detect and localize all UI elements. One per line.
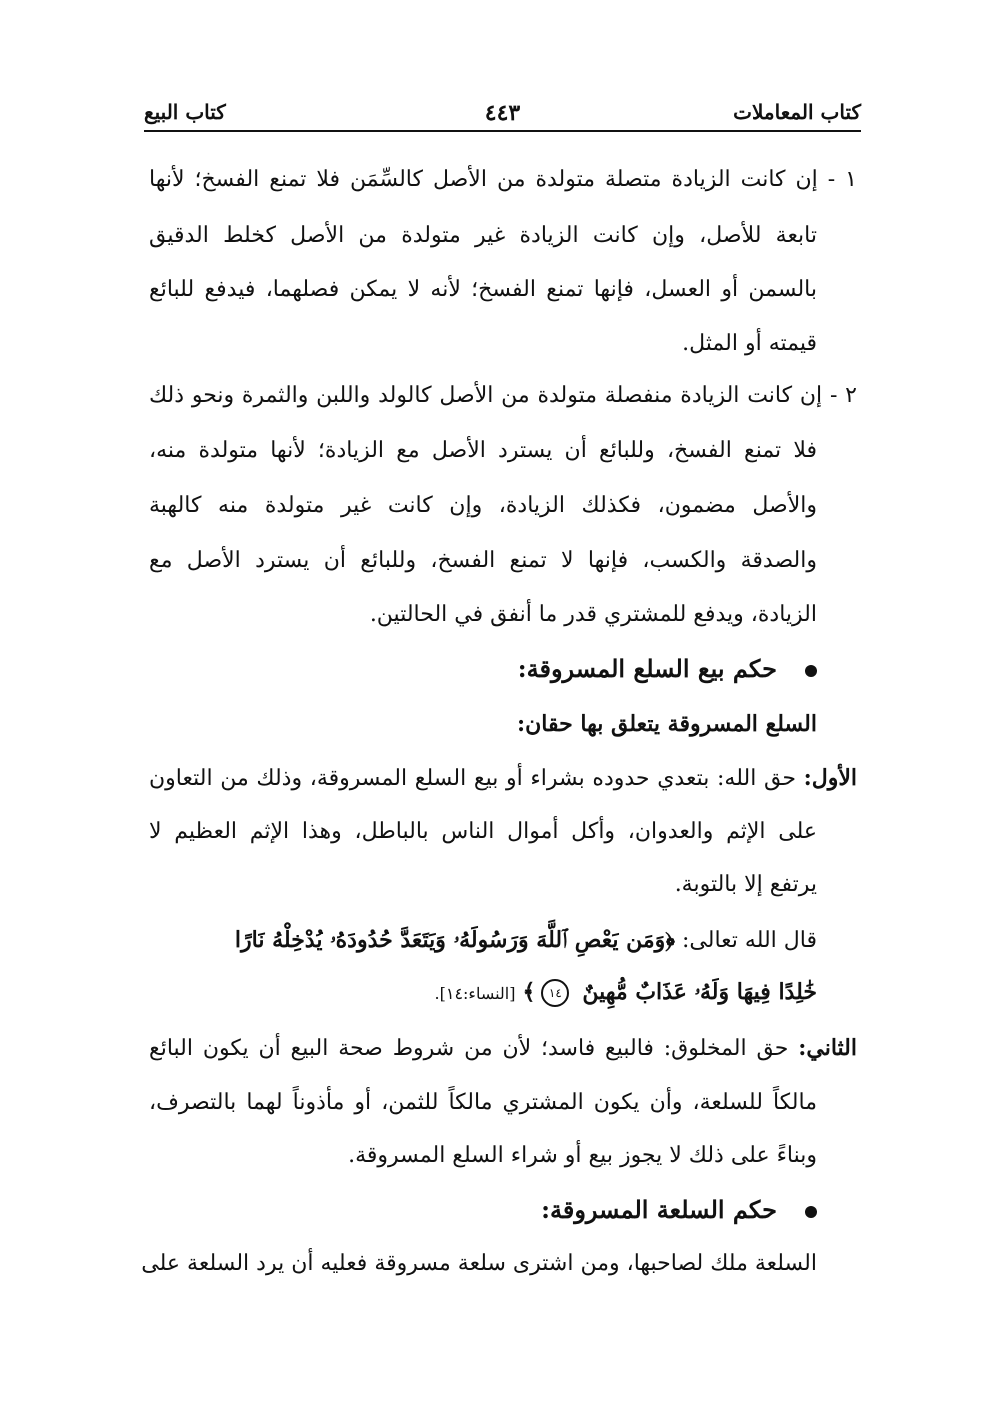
second-line: وبناءً على ذلك لا يجوز بيع أو شراء السلع المسروقة. (348, 1143, 817, 1168)
item1-line: ١ - إن كانت الزيادة متصلة متولدة من الأصل كالسِّمَن فلا تمنع الفسخ؛ لأنها (149, 167, 857, 192)
quran-quote-line-2 (435, 974, 817, 1012)
item2-line: والصدقة والكسب، فإنها لا تمنع الفسخ، وللبائع أن يسترد الأصل مع (149, 548, 817, 573)
section-heading-text: حكم السلعة المسروقة: (541, 1195, 777, 1224)
item1-line: تابعة للأصل، وإن كانت الزيادة غير متولدة من الأصل كخلط الدقيق (149, 223, 817, 248)
item2-line: والأصل مضمون، فكذلك الزيادة، وإن كانت غير متولدة منه كالهبة (149, 493, 817, 518)
item2-line: الزيادة، ويدفع للمشتري قدر ما أنفق في الحالتين. (369, 602, 817, 627)
quote-intro: قال الله تعالى: (682, 928, 817, 953)
section-heading (541, 1192, 817, 1228)
item1-line: قيمته أو المثل. (682, 331, 817, 356)
section-heading (518, 651, 817, 687)
second-right-line (149, 1030, 857, 1067)
page-number: ٤٤٣ (484, 100, 521, 126)
item2-line: ٢ - إن كانت الزيادة منفصلة متولدة من الأصل كالولد واللبن والثمرة ونحو ذلك (149, 383, 857, 408)
final-line: السلعة ملك لصاحبها، ومن اشترى سلعة مسروقة فعليه أن يرد السلعة على (141, 1251, 817, 1276)
header-rule (144, 130, 861, 132)
quran-reference: [النساء:١٤]. (434, 984, 516, 1003)
first-label: الأول: (803, 765, 857, 791)
second-line: مالكاً للسلعة، وأن يكون المشتري مالكاً للثمن، أو مأذوناً لهما بالتصرف، (149, 1090, 818, 1115)
first-text: حق الله: بتعدي حدوده بشراء أو بيع السلع المسروقة، وذلك من التعاون (149, 766, 796, 791)
second-label: الثاني: (798, 1035, 857, 1061)
subheading: السلع المسروقة يتعلق بها حقان: (517, 711, 817, 737)
item2-line: فلا تمنع الفسخ، وللبائع أن يسترد الأصل مع الزيادة؛ لأنها متولدة منه، (149, 438, 817, 463)
quran-verse-text: ﴿وَمَن يَعْصِ ٱللَّهَ وَرَسُولَهُۥ وَيَتَعَدَّ حُدُودَهُۥ يُدْخِلْهُ نَارًا (234, 927, 676, 953)
header-book-title: كتاب المعاملات (733, 100, 861, 124)
bullet-icon (805, 1206, 817, 1218)
quran-close-bracket: ﴾ (522, 979, 536, 1005)
header-chapter-title: كتاب البيع (144, 100, 226, 124)
second-text: حق المخلوق: فالبيع فاسد؛ لأن من شروط صحة البيع أن يكون البائع (149, 1036, 789, 1061)
section-heading-text: حكم بيع السلع المسروقة: (517, 654, 777, 683)
first-line: يرتفع إلا بالتوبة. (674, 872, 817, 897)
first-right-line (149, 760, 857, 797)
first-line: على الإثم والعدوان، وأكل أموال الناس بالباطل، وهذا الإثم العظيم لا (149, 819, 817, 844)
quran-quote-line-1 (235, 922, 817, 959)
quran-verse-text: خَٰلِدًا فِيهَا وَلَهُۥ عَذَابٌ مُّهِينٌ (582, 979, 817, 1005)
page-header (144, 98, 861, 132)
bullet-icon (805, 665, 817, 677)
ayah-number-marker: ١٤ (541, 979, 569, 1007)
item1-line: بالسمن أو العسل، فإنها تمنع الفسخ؛ لأنه لا يمكن فصلهما، فيدفع للبائع (149, 277, 817, 302)
